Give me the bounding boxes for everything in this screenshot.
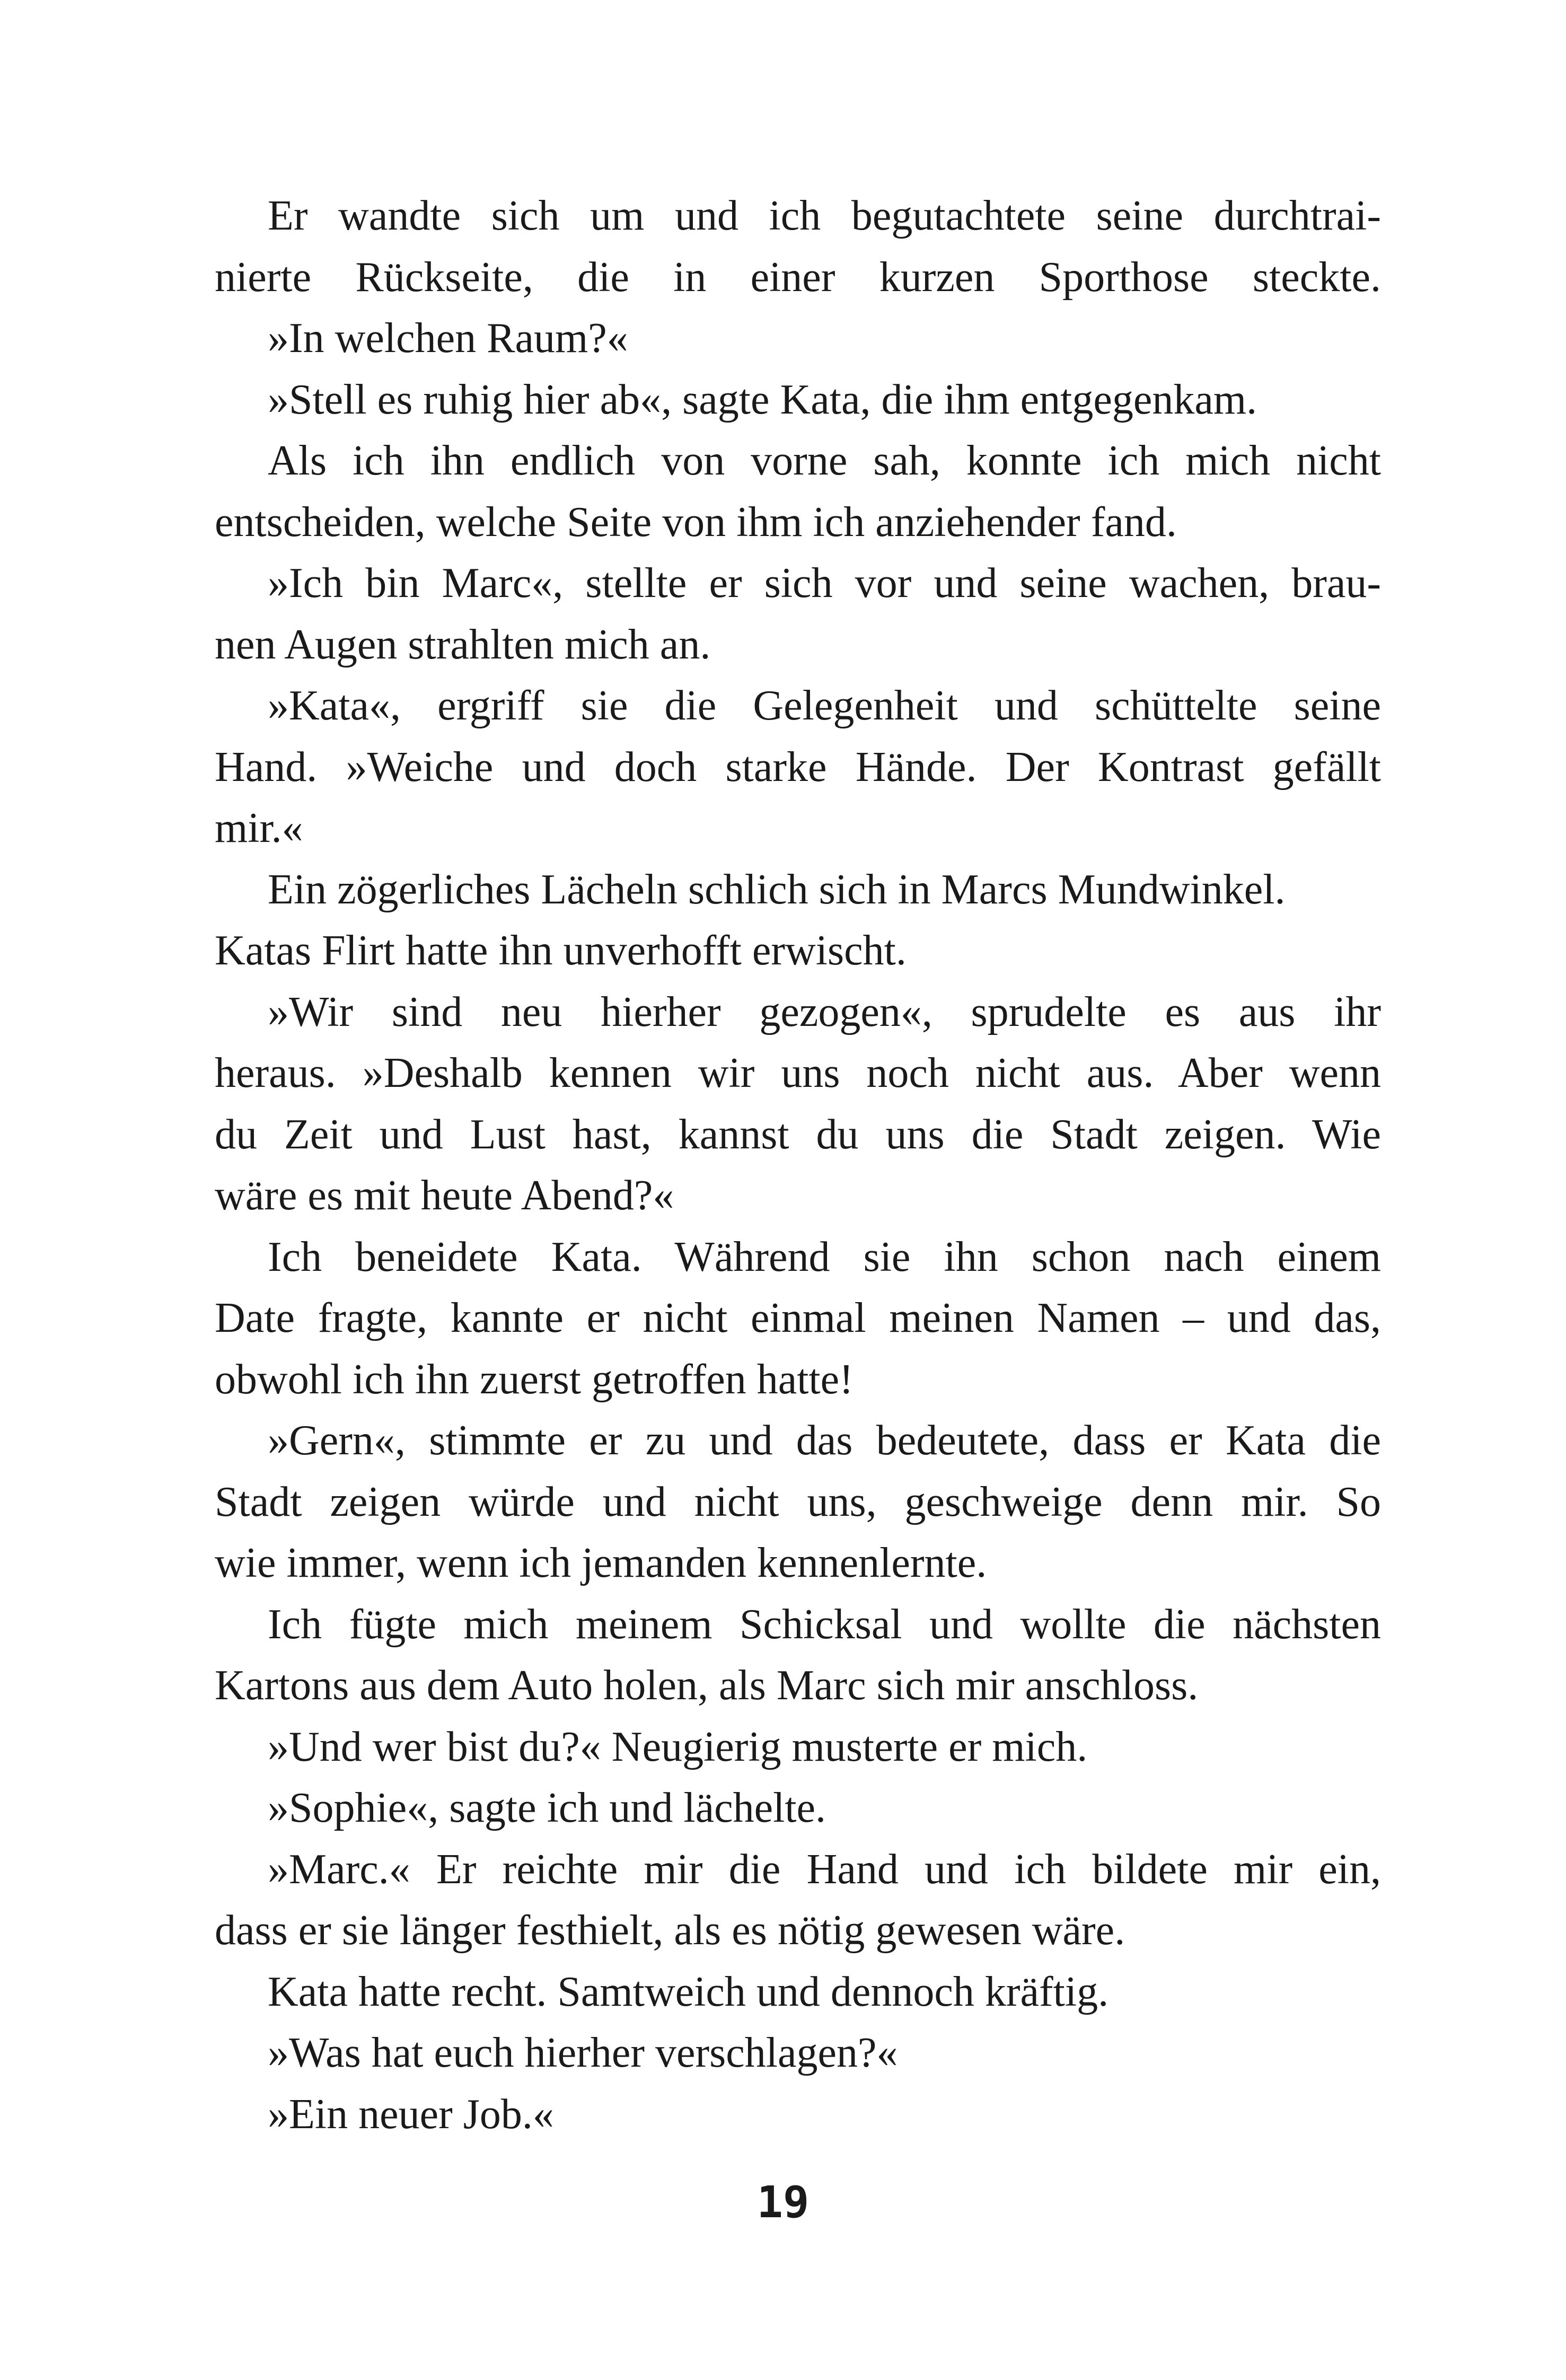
text-line: Ein zögerliches Lächeln schlich sich in Marcs Mundwinkel. <box>268 866 1286 913</box>
text-line: Kata hatte recht. Samtweich und dennoch kräftig. <box>268 1968 1109 2015</box>
text-line: mir.« <box>215 805 303 851</box>
text-line: Date fragte, kannte er nicht einmal meinen Namen – und das, <box>215 1295 1381 1341</box>
text-line: »In welchen Raum?« <box>268 315 628 362</box>
page-number: 19 <box>756 2177 810 2228</box>
text-line: »Und wer bist du?« Neugierig musterte er mich. <box>268 1723 1088 1770</box>
text-line: Hand. »Weiche und doch starke Hände. Der Kontrast gefällt <box>215 743 1381 791</box>
text-line: nierte Rückseite, die in einer kurzen Sporthose steckte. <box>215 253 1381 301</box>
text-line: »Wir sind neu hierher gezogen«, sprudelte es aus ihr <box>268 988 1381 1035</box>
text-line: Stadt zeigen würde und nicht uns, geschweige denn mir. So <box>215 1478 1381 1525</box>
text-line: Kartons aus dem Auto holen, als Marc sich mir anschloss. <box>215 1662 1199 1709</box>
text-line: »Marc.« Er reichte mir die Hand und ich bildete mir ein, <box>268 1846 1381 1893</box>
text-line: »Stell es ruhig hier ab«, sagte Kata, die ihm entgegenkam. <box>268 376 1257 423</box>
text-line: nen Augen strahlten mich an. <box>215 621 711 668</box>
text-line: wäre es mit heute Abend?« <box>215 1172 674 1219</box>
text-line: »Ein neuer Job.« <box>268 2091 554 2138</box>
text-line: »Gern«, stimmte er zu und das bedeutete, dass er Kata die <box>268 1417 1381 1464</box>
text-line: Ich fügte mich meinem Schicksal und wollte die nächsten <box>268 1601 1381 1648</box>
text-line: »Kata«, ergriff sie die Gelegenheit und schüttelte seine <box>268 682 1381 729</box>
text-line: heraus. »Deshalb kennen wir uns noch nicht aus. Aber wenn <box>215 1050 1381 1096</box>
text-line: Katas Flirt hatte ihn unverhofft erwischt. <box>215 927 907 974</box>
text-line: dass er sie länger festhielt, als es nötig gewesen wäre. <box>215 1907 1125 1954</box>
body-text <box>215 186 1381 2145</box>
text-line: entscheiden, welche Seite von ihm ich anziehender fand. <box>215 498 1177 546</box>
text-line: du Zeit und Lust hast, kannst du uns die Stadt zeigen. Wie <box>215 1111 1381 1158</box>
text-line: Als ich ihn endlich von vorne sah, konnte ich mich nicht <box>268 437 1381 484</box>
text-line: »Ich bin Marc«, stellte er sich vor und seine wachen, brau- <box>268 560 1381 607</box>
text-line: Ich beneidete Kata. Während sie ihn schon nach einem <box>268 1233 1381 1280</box>
text-line: obwohl ich ihn zuerst getroffen hatte! <box>215 1356 854 1403</box>
text-line: wie immer, wenn ich jemanden kennenlernte. <box>215 1540 987 1586</box>
text-line: »Was hat euch hierher verschlagen?« <box>268 2030 898 2076</box>
text-line: Er wandte sich um und ich begutachtete seine durchtrai- <box>268 192 1381 239</box>
text-line: »Sophie«, sagte ich und lächelte. <box>268 1785 826 1831</box>
